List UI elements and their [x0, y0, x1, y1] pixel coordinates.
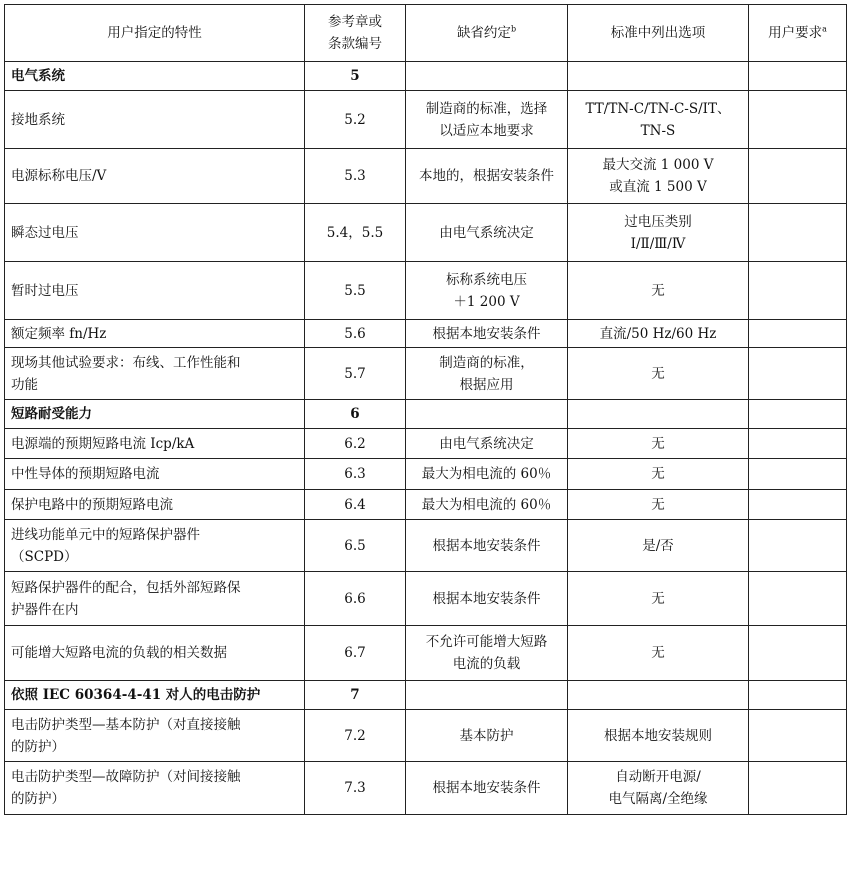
default-cell: 由电气系统决定	[406, 429, 568, 459]
characteristic-cell: 可能增大短路电流的负载的相关数据	[5, 626, 305, 681]
options-cell	[568, 62, 749, 91]
user-requirement-cell	[749, 62, 847, 91]
default-cell: 制造商的标准，选择 以适应本地要求	[406, 91, 568, 149]
reference-cell: 6.2	[305, 429, 406, 459]
user-requirement-cell	[749, 520, 847, 572]
options-cell: 过电压类别 Ⅰ/Ⅱ/Ⅲ/Ⅳ	[568, 204, 749, 262]
default-cell: 根据本地安装条件	[406, 520, 568, 572]
user-requirement-cell	[749, 262, 847, 320]
options-cell: 无	[568, 348, 749, 400]
default-cell: 最大为相电流的 60％	[406, 490, 568, 520]
reference-cell: 6.5	[305, 520, 406, 572]
characteristic-cell: 接地系统	[5, 91, 305, 149]
default-cell: 本地的，根据安装条件	[406, 149, 568, 204]
user-requirement-cell	[749, 681, 847, 710]
reference-cell: 5.7	[305, 348, 406, 400]
user-requirement-cell	[749, 91, 847, 149]
default-cell: 由电气系统决定	[406, 204, 568, 262]
characteristic-cell: 电击防护类型—基本防护（对直接接触 的防护）	[5, 710, 305, 762]
user-requirement-cell	[749, 149, 847, 204]
header-row	[5, 5, 847, 62]
reference-cell: 7.2	[305, 710, 406, 762]
header-reference: 参考章或 条款编号	[305, 5, 406, 62]
user-requirement-cell	[749, 429, 847, 459]
default-cell: 基本防护	[406, 710, 568, 762]
characteristic-cell: 电源端的预期短路电流 Icp/kA	[5, 429, 305, 459]
reference-cell: 7	[305, 681, 406, 710]
reference-cell: 5.4，5.5	[305, 204, 406, 262]
header-characteristic: 用户指定的特性	[5, 5, 305, 62]
default-cell	[406, 681, 568, 710]
user-requirement-cell	[749, 762, 847, 815]
user-requirement-cell	[749, 320, 847, 348]
user-requirement-cell	[749, 459, 847, 490]
options-cell: 最大交流 1 000 V 或直流 1 500 V	[568, 149, 749, 204]
characteristic-cell: 现场其他试验要求：布线、工作性能和 功能	[5, 348, 305, 400]
default-cell: 根据本地安装条件	[406, 572, 568, 626]
user-requirement-cell	[749, 490, 847, 520]
table-row	[5, 348, 847, 400]
characteristic-cell: 依照 IEC 60364-4-41 对人的电击防护	[5, 681, 305, 710]
specification-table	[4, 4, 847, 815]
user-requirement-cell	[749, 400, 847, 429]
options-cell: 直流/50 Hz/60 Hz	[568, 320, 749, 348]
characteristic-cell: 电气系统	[5, 62, 305, 91]
user-requirement-cell	[749, 572, 847, 626]
characteristic-cell: 暂时过电压	[5, 262, 305, 320]
user-requirement-cell	[749, 204, 847, 262]
table-row	[5, 572, 847, 626]
table-row	[5, 429, 847, 459]
characteristic-cell: 瞬态过电压	[5, 204, 305, 262]
options-cell: 无	[568, 490, 749, 520]
options-cell	[568, 400, 749, 429]
default-cell	[406, 400, 568, 429]
user-requirement-cell	[749, 626, 847, 681]
options-cell: TT/TN-C/TN-C-S/IT、 TN-S	[568, 91, 749, 149]
characteristic-cell: 额定频率 fn/Hz	[5, 320, 305, 348]
table-row	[5, 710, 847, 762]
options-cell: 无	[568, 262, 749, 320]
options-cell: 根据本地安装规则	[568, 710, 749, 762]
section-row	[5, 681, 847, 710]
table-row	[5, 520, 847, 572]
options-cell: 是/否	[568, 520, 749, 572]
reference-cell: 5.6	[305, 320, 406, 348]
options-cell: 无	[568, 429, 749, 459]
table-row	[5, 320, 847, 348]
default-cell: 最大为相电流的 60％	[406, 459, 568, 490]
characteristic-cell: 电击防护类型—故障防护（对间接接触 的防护）	[5, 762, 305, 815]
options-cell: 无	[568, 626, 749, 681]
table-row	[5, 204, 847, 262]
reference-cell: 6.7	[305, 626, 406, 681]
table-row	[5, 262, 847, 320]
characteristic-cell: 中性导体的预期短路电流	[5, 459, 305, 490]
characteristic-cell: 电源标称电压/V	[5, 149, 305, 204]
table-row	[5, 459, 847, 490]
reference-cell: 5.3	[305, 149, 406, 204]
reference-cell: 6.6	[305, 572, 406, 626]
reference-cell: 6.3	[305, 459, 406, 490]
reference-cell: 5.2	[305, 91, 406, 149]
characteristic-cell: 短路保护器件的配合，包括外部短路保 护器件在内	[5, 572, 305, 626]
table-row	[5, 762, 847, 815]
header-default: 缺省约定$^b$	[406, 5, 568, 62]
reference-cell: 6	[305, 400, 406, 429]
characteristic-cell: 保护电路中的预期短路电流	[5, 490, 305, 520]
default-cell: 标称系统电压 ＋1 200 V	[406, 262, 568, 320]
options-cell: 无	[568, 459, 749, 490]
section-row	[5, 400, 847, 429]
options-cell: 自动断开电源/ 电气隔离/全绝缘	[568, 762, 749, 815]
header-user-requirement: 用户要求$^a$	[749, 5, 847, 62]
default-cell: 不允许可能增大短路 电流的负载	[406, 626, 568, 681]
table-row	[5, 490, 847, 520]
section-row	[5, 62, 847, 91]
header-options: 标准中列出选项	[568, 5, 749, 62]
characteristic-cell: 短路耐受能力	[5, 400, 305, 429]
table-row	[5, 626, 847, 681]
user-requirement-cell	[749, 710, 847, 762]
table-row	[5, 149, 847, 204]
default-cell: 根据本地安装条件	[406, 320, 568, 348]
reference-cell: 6.4	[305, 490, 406, 520]
options-cell	[568, 681, 749, 710]
reference-cell: 7.3	[305, 762, 406, 815]
table-row	[5, 91, 847, 149]
characteristic-cell: 进线功能单元中的短路保护器件 （SCPD）	[5, 520, 305, 572]
default-cell	[406, 62, 568, 91]
reference-cell: 5	[305, 62, 406, 91]
default-cell: 根据本地安装条件	[406, 762, 568, 815]
options-cell: 无	[568, 572, 749, 626]
reference-cell: 5.5	[305, 262, 406, 320]
default-cell: 制造商的标准， 根据应用	[406, 348, 568, 400]
user-requirement-cell	[749, 348, 847, 400]
